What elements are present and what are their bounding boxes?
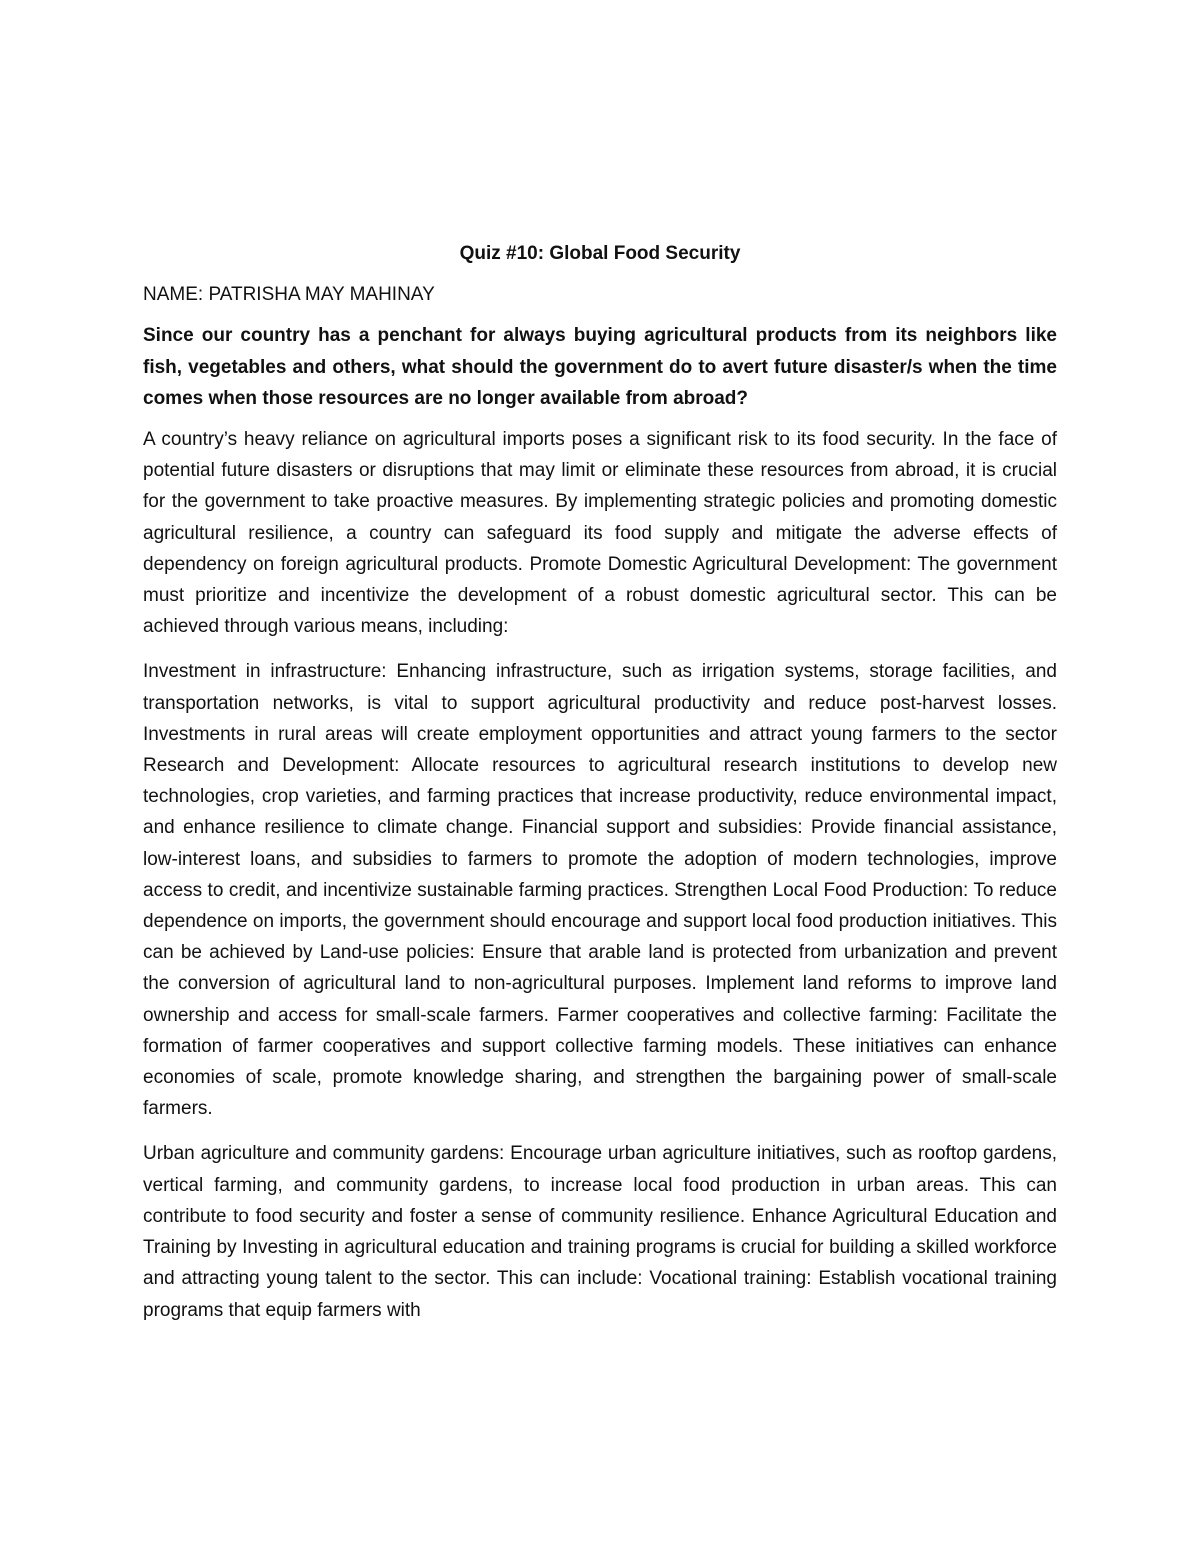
answer-paragraph-1: A country’s heavy reliance on agricultural imports poses a significant risk to its food security. In the face of potential future disasters or disruptions that may limit or eliminate these resources from abroad, it is crucial for the government to take proactive measures. By implementing strategic policies and promoting domestic agricultural resilience, a country can safeguard its food supply and mitigate the adverse effects of dependency on foreign agricultural products. Promote Domestic Agricultural Development: The government must prioritize and incentivize the development of a robust domestic agricultural sector. This can be achieved through various means, including:: [143, 429, 1057, 638]
document-title: Quiz #10: Global Food Security: [459, 243, 741, 264]
student-name: NAME: PATRISHA MAY MAHINAY: [143, 284, 435, 306]
quiz-question: Since our country has a penchant for always buying agricultural products from its neighbors like fish, vegetables and others, what should the government do to avert future disaster/s when the time comes when those resources are no longer available from abroad?: [143, 325, 1057, 409]
answer-paragraph-3: Urban agriculture and community gardens: Encourage urban agriculture initiatives, such as rooftop gardens, vertical farming, and community gardens, to increase local food production in urban areas. This can contribute to food security and foster a sense of community resilience. Enhance Agricultural Education and Training by Investing in agricultural education and training programs is crucial for building a skilled workforce and attracting young talent to the sector. This can include: Vocational training: Establish vocational training programs that equip farmers with: [143, 1143, 1057, 1321]
document-page: [143, 238, 1057, 1340]
answer-paragraph-2: Investment in infrastructure: Enhancing infrastructure, such as irrigation systems, storage facilities, and transportation networks, is vital to support agricultural productivity and reduce post-harvest losses. Investments in rural areas will create employment opportunities and attract young farmers to the sector Research and Development: Allocate resources to agricultural research institutions to develop new technologies, crop varieties, and farming practices that increase productivity, reduce environmental impact, and enhance resilience to climate change. Financial support and subsidies: Provide financial assistance, low-interest loans, and subsidies to farmers to promote the adoption of modern technologies, improve access to credit, and incentivize sustainable farming practices. Strengthen Local Food Production: To reduce dependence on imports, the government should encourage and support local food production initiatives. This can be achieved by Land-use policies: Ensure that arable land is protected from urbanization and prevent the conversion of agricultural land to non-agricultural purposes. Implement land reforms to improve land ownership and access for small-scale farmers. Farmer cooperatives and collective farming: Facilitate the formation of farmer cooperatives and support collective farming models. These initiatives can enhance economies of scale, promote knowledge sharing, and strengthen the bargaining power of small-scale farmers.: [143, 661, 1057, 1120]
